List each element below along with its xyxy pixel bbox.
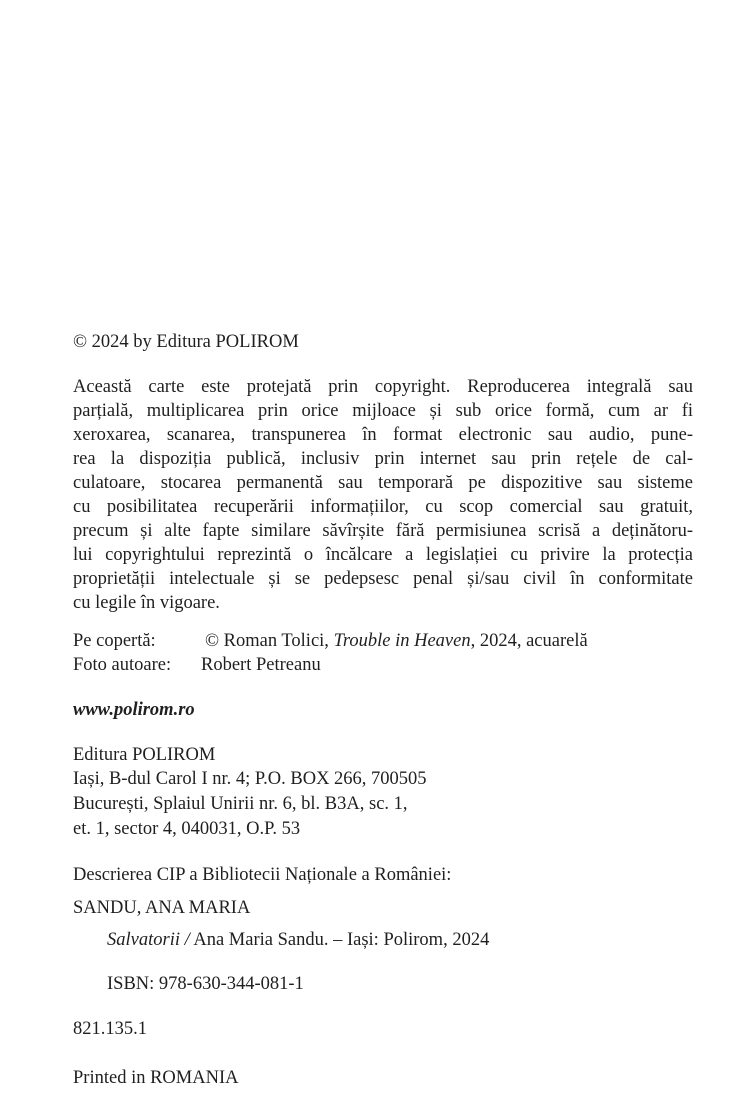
cip-title-line: [107, 928, 489, 952]
photo-value: Robert Petreanu: [201, 655, 321, 675]
cip-title-rest: Ana Maria Sandu. – Iași: Polirom, 2024: [189, 930, 490, 950]
publisher-address-line: București, Splaiul Unirii nr. 6, bl. B3A, sc. 1,: [73, 794, 408, 814]
publisher-name: Editura POLIROM: [73, 745, 216, 765]
copyright-line: © 2024 by Editura POLIROM: [73, 332, 299, 352]
photo-credit: [73, 653, 321, 677]
legal-line: proprietății intelectuale și se pedepsesc penal și/sau civil în conformitate: [73, 569, 693, 589]
legal-line: cu posibilitatea recuperării informațiilor, cu scop comercial sau gratuit,: [73, 497, 693, 517]
legal-notice: [73, 375, 693, 615]
legal-line: xeroxarea, scanarea, transpunerea în format electronic sau audio, pune-: [73, 425, 693, 445]
legal-line: cu legile în vigoare.: [73, 593, 220, 613]
cover-suffix: , 2024, acuarelă: [470, 631, 588, 651]
cover-prefix: © Roman Tolici,: [205, 631, 334, 651]
cover-credit: [73, 629, 588, 653]
cip-author: SANDU, ANA MARIA: [73, 898, 251, 918]
legal-line: culatoare, stocarea permanentă sau temporară pe dispozitive sau sisteme: [73, 473, 693, 493]
cip-classification: 821.135.1: [73, 1019, 147, 1039]
cip-isbn: ISBN: 978-630-344-081-1: [107, 974, 304, 994]
publisher-address-line: Iași, B-dul Carol I nr. 4; P.O. BOX 266, 700505: [73, 769, 427, 789]
printed-in: Printed in ROMANIA: [73, 1068, 239, 1088]
cover-title: Trouble in Heaven: [333, 631, 471, 651]
legal-line: rea la dispoziția publică, inclusiv prin internet sau prin rețele de cal-: [73, 449, 693, 469]
legal-line: lui copyrightului reprezintă o încălcare a legislației cu privire la protecția: [73, 545, 693, 565]
publisher-address-line: et. 1, sector 4, 040031, O.P. 53: [73, 819, 301, 839]
cover-label: Pe copertă:: [73, 631, 156, 651]
legal-line: precum și alte fapte similare săvîrșite fără permisiunea scrisă a deținătoru-: [73, 521, 693, 541]
legal-line: parțială, multiplicarea prin orice mijloace și sub orice formă, cum ar fi: [73, 401, 693, 421]
photo-label: Foto autoare:: [73, 655, 172, 675]
website-link[interactable]: www.polirom.ro: [73, 700, 195, 720]
cip-title: Salvatorii /: [107, 930, 190, 950]
legal-line: Această carte este protejată prin copyright. Reproducerea integrală sau: [73, 377, 693, 397]
cip-heading: Descrierea CIP a Bibliotecii Naționale a României:: [73, 865, 452, 885]
